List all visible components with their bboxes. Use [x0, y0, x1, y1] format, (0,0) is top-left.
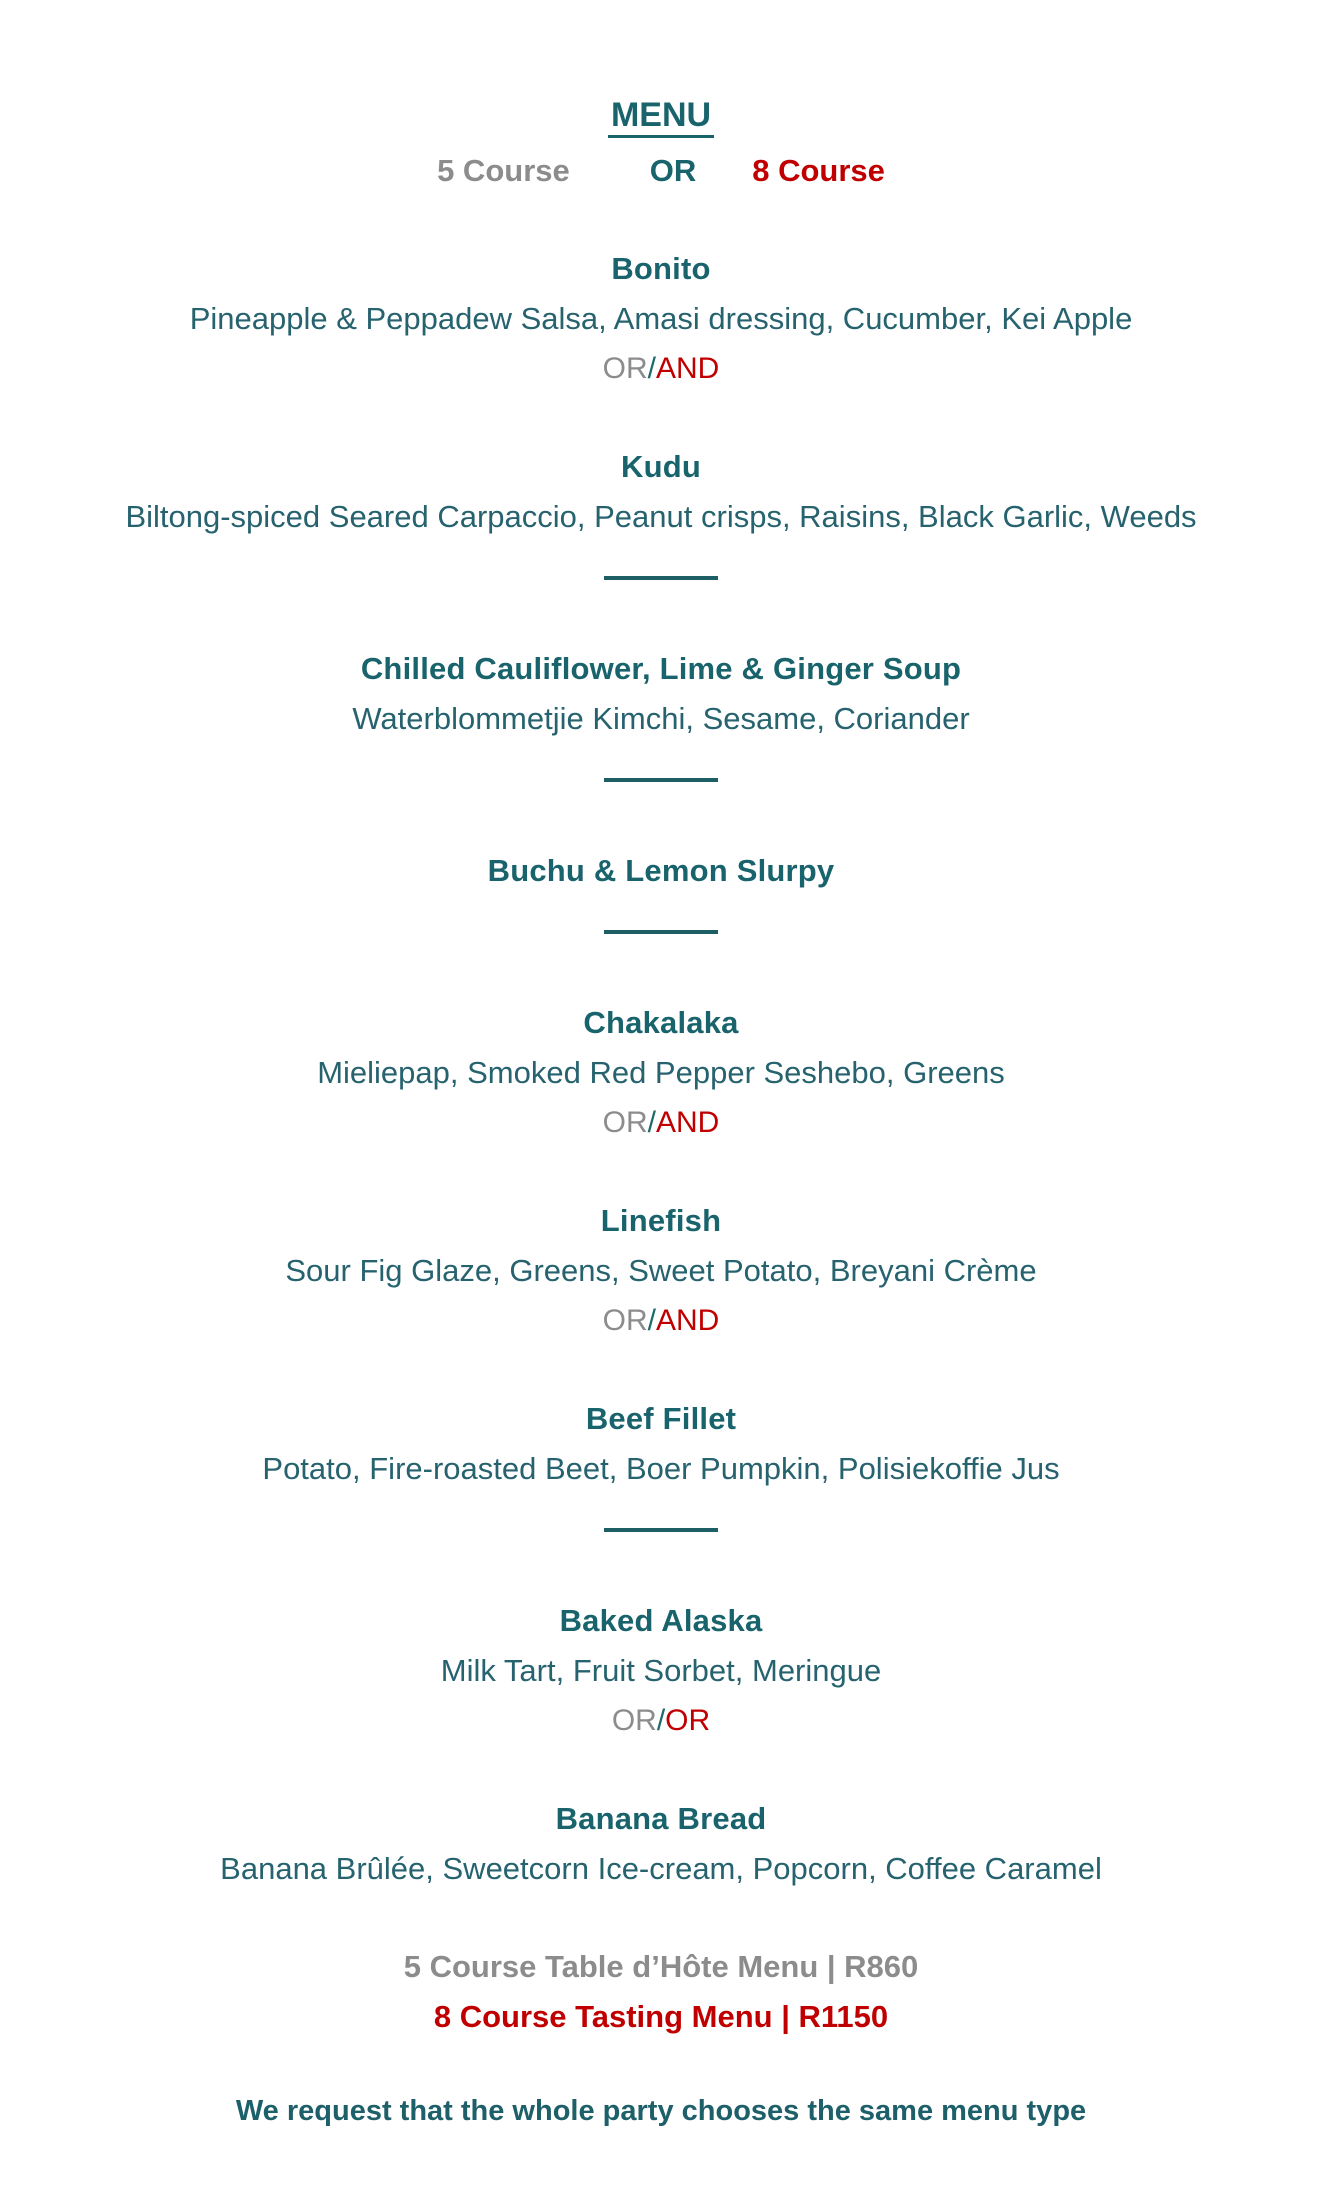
dish-name-kudu: Kudu [621, 449, 701, 484]
course-or-label: OR [649, 153, 697, 188]
or-or-connector [0, 1696, 1322, 1746]
party-note: We request that the whole party chooses the same menu type [235, 2095, 1087, 2127]
menu-title: MENU [608, 96, 714, 138]
connector-and: AND [656, 352, 720, 385]
dish-name-linefish: Linefish [600, 1203, 722, 1238]
divider-rule [604, 778, 718, 782]
section-divider [0, 558, 1322, 598]
connector-or: OR [602, 1106, 648, 1139]
dish-name-beef-fillet: Beef Fillet [585, 1401, 737, 1436]
connector-or: OR [602, 352, 648, 385]
section-divider [0, 1510, 1322, 1550]
divider-rule [604, 930, 718, 934]
menu-title-line [0, 90, 1322, 140]
connector-or-alt: OR [665, 1704, 711, 1737]
course-option-5: 5 Course [437, 153, 570, 188]
connector-or: OR [611, 1704, 657, 1737]
dish-description-kudu: Biltong-spiced Seared Carpaccio, Peanut crisps, Raisins, Black Garlic, Weeds [125, 499, 1197, 534]
dish-description-cauliflower-soup: Waterblommetjie Kimchi, Sesame, Coriander [352, 701, 970, 736]
dish-name-bonito: Bonito [611, 251, 711, 286]
or-and-connector [0, 1296, 1322, 1346]
dish-description-linefish: Sour Fig Glaze, Greens, Sweet Potato, Breyani Crème [285, 1253, 1037, 1288]
dish-name-baked-alaska: Baked Alaska [559, 1603, 763, 1638]
dish-description-banana-bread: Banana Brûlée, Sweetcorn Ice-cream, Popcorn, Coffee Caramel [220, 1851, 1102, 1886]
section-divider [0, 912, 1322, 952]
dish-name-cauliflower-soup: Chilled Cauliflower, Lime & Ginger Soup [360, 651, 962, 686]
connector-slash: / [647, 1304, 656, 1337]
course-option-8: 8 Course [752, 153, 885, 188]
dish-name-buchu-slurpy: Buchu & Lemon Slurpy [487, 853, 835, 888]
connector-and: AND [656, 1304, 720, 1337]
dish-description-bonito: Pineapple & Peppadew Salsa, Amasi dressing, Cucumber, Kei Apple [189, 301, 1133, 336]
or-and-connector [0, 344, 1322, 394]
or-and-connector [0, 1098, 1322, 1148]
connector-or: OR [602, 1304, 648, 1337]
dish-name-chakalaka: Chakalaka [583, 1005, 739, 1040]
connector-slash: / [656, 1704, 666, 1737]
section-divider [0, 760, 1322, 800]
price-line-5-course: 5 Course Table d’Hôte Menu | R860 [403, 1949, 919, 1984]
dish-description-beef-fillet: Potato, Fire-roasted Beet, Boer Pumpkin, Polisiekoffie Jus [262, 1451, 1060, 1486]
connector-and: AND [656, 1106, 720, 1139]
divider-rule [604, 1528, 718, 1532]
price-line-8-course: 8 Course Tasting Menu | R1150 [433, 1999, 889, 2034]
connector-slash: / [647, 352, 656, 385]
course-options-line [0, 146, 1322, 196]
connector-slash: / [647, 1106, 656, 1139]
dish-description-chakalaka: Mieliepap, Smoked Red Pepper Seshebo, Greens [317, 1055, 1005, 1090]
divider-rule [604, 576, 718, 580]
dish-name-banana-bread: Banana Bread [555, 1801, 767, 1836]
dish-description-baked-alaska: Milk Tart, Fruit Sorbet, Meringue [440, 1653, 882, 1688]
